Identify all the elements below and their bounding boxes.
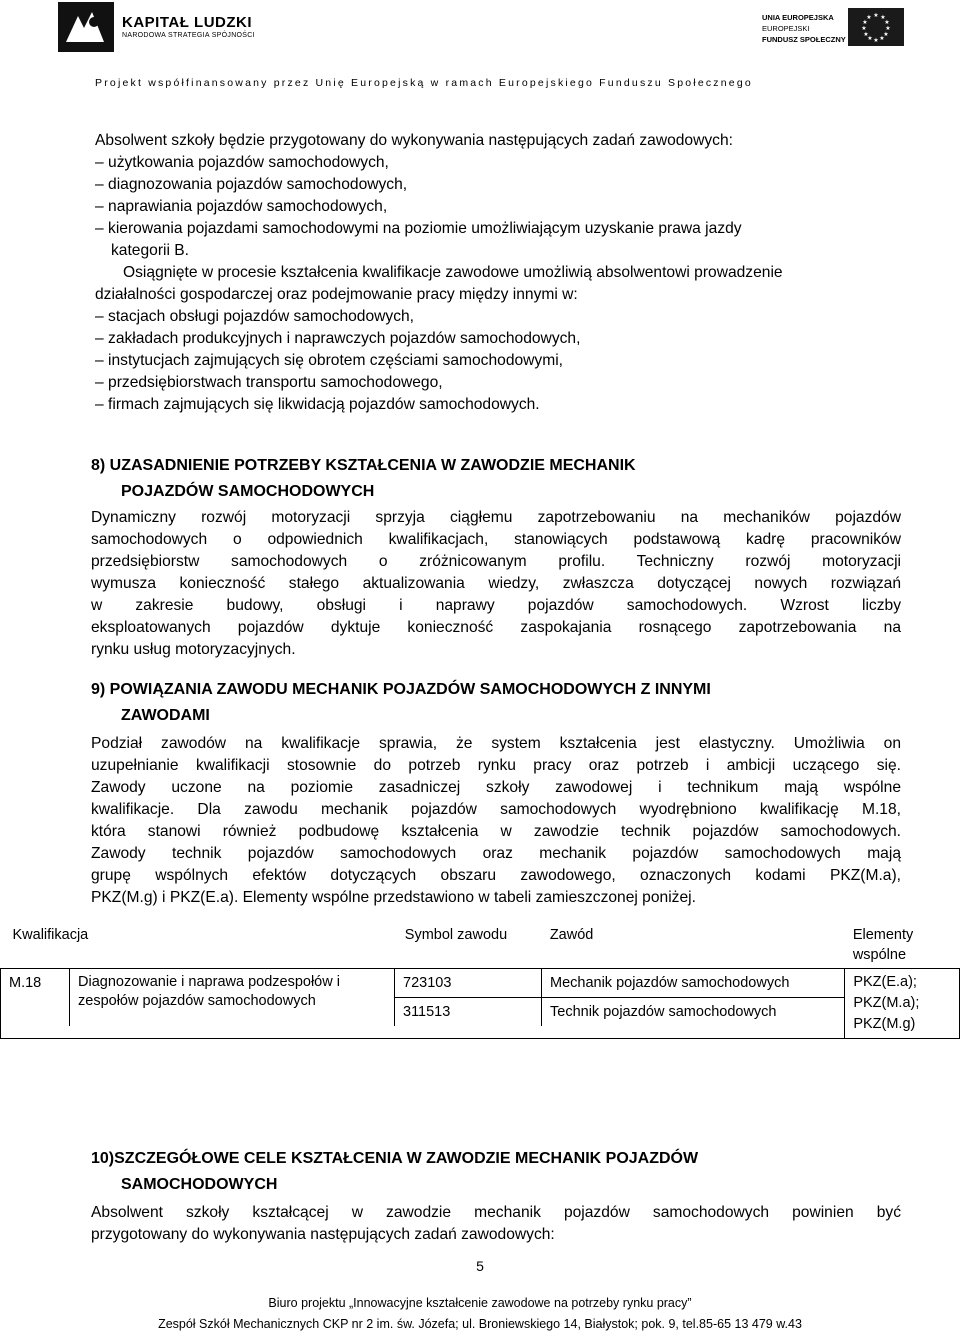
dash: – xyxy=(95,220,104,237)
paragraph-line: przedsiębiorstw samochodowych o zróżnicowanym profilu. Techniczny rozwój motoryzacji xyxy=(91,553,901,570)
eu-logo-line3: FUNDUSZ SPOŁECZNY xyxy=(762,35,846,44)
place-text: instytucjach zajmujących się obrotem częściami samochodowymi, xyxy=(108,352,564,369)
section-8-title: 8) UZASADNIENIE POTRZEBY KSZTAŁCENIA W ZAWODZIE MECHANIK xyxy=(91,457,636,474)
place-text: stacjach obsługi pojazdów samochodowych, xyxy=(108,308,415,325)
task-continuation: kategorii B. xyxy=(111,242,190,259)
section-9-title: 9) POWIĄZANIA ZAWODU MECHANIK POJAZDÓW SAMOCHODOWYCH Z INNYMI xyxy=(91,681,711,698)
svg-text:★: ★ xyxy=(866,14,872,21)
common-element: PKZ(M.a); xyxy=(853,995,920,1011)
list-item xyxy=(95,306,414,328)
table-body-cell xyxy=(1,969,845,1039)
dash: – xyxy=(95,374,104,391)
list-item xyxy=(95,394,540,416)
svg-text:★: ★ xyxy=(867,35,873,42)
table-row xyxy=(395,969,844,998)
profession-cell: Technik pojazdów samochodowych xyxy=(550,1004,777,1020)
common-element: PKZ(E.a); xyxy=(853,974,917,990)
paragraph-line: Absolwent szkoły kształcącej w zawodzie mechanik pojazdów samochodowych powinien być xyxy=(91,1204,901,1221)
paragraph-line: rynku usług motoryzacyjnych. xyxy=(91,641,296,658)
paragraph-line: przygotowany do wykonywania następujących zadań zawodowych: xyxy=(91,1226,555,1243)
table-header-cell: Elementy wspólne xyxy=(852,927,914,963)
paragraph-line: uzupełnianie kwalifikacji stosownie do potrzeb rynku pracy oraz potrzeb i ambicji uczącego się. xyxy=(91,757,901,774)
list-item xyxy=(95,328,580,350)
svg-text:★: ★ xyxy=(873,12,879,19)
svg-text:★: ★ xyxy=(879,35,885,42)
paragraph-line: Podział zawodów na kwalifikacje sprawia, że system kształcenia jest elastyczny. Umożliwia on xyxy=(91,735,901,752)
section-9-title-cont: ZAWODAMI xyxy=(121,707,210,724)
list-item xyxy=(95,372,443,394)
table-header-cell: Symbol zawodu xyxy=(404,927,508,943)
qual-name: Diagnozowanie i naprawa podzespołów i zespołów pojazdów samochodowych xyxy=(70,969,395,1026)
svg-text:★: ★ xyxy=(862,19,868,26)
paragraph-line: Zawody uczone na poziomie zasadniczej szkoły zawodowej i technikum mają wspólne xyxy=(91,779,901,796)
footer-project-office: Biuro projektu „Innowacyjne kształcenie zawodowe na potrzeby rynku pracy” xyxy=(268,1296,692,1310)
table-header-row xyxy=(1,922,960,969)
paragraph-line: kwalifikacje. Dla zawodu mechanik pojazdów samochodowych wyodrębniono kwalifikację M.18, xyxy=(91,801,901,818)
logo-left-subtitle: NARODOWA STRATEGIA SPÓJNOŚCI xyxy=(122,32,255,39)
qualifications-table xyxy=(0,922,960,1039)
section-10-title-cont: SAMOCHODOWYCH xyxy=(121,1176,278,1193)
project-cofinancing-line: Projekt współfinansowany przez Unię Europejską w ramach Europejskiego Funduszu Społecznego xyxy=(95,77,753,89)
profession-cell: Mechanik pojazdów samochodowych xyxy=(550,975,790,991)
place-text: firmach zajmujących się likwidacją pojazdów samochodowych. xyxy=(108,396,540,413)
paragraph-line: PKZ(M.g) i PKZ(E.a). Elementy wspólne przedstawiono w tabeli zamieszczonej poniżej. xyxy=(91,889,696,906)
paragraph-line: w zakresie budowy, obsługi i naprawy pojazdów samochodowych. Wzrost liczby xyxy=(91,597,901,614)
page-number: 5 xyxy=(476,1258,484,1274)
symbol-cell: 723103 xyxy=(395,969,542,997)
task-text: kierowania pojazdami samochodowymi na poziomie umożliwiającym uzyskanie prawa jazdy xyxy=(108,220,742,237)
dash: – xyxy=(95,198,104,215)
paragraph-line: eksploatowanych pojazdów dyktuje konieczność zaspokajania rosnącego zapotrzebowania na xyxy=(91,619,901,636)
paragraph-line: Dynamiczny rozwój motoryzacji sprzyja ciągłemu zapotrzebowaniu na mechaników pojazdów xyxy=(91,509,901,526)
logo-left-title: KAPITAŁ LUDZKI xyxy=(122,14,253,31)
svg-text:★: ★ xyxy=(863,31,869,38)
svg-text:★: ★ xyxy=(884,19,890,26)
qualifications-text-line1 xyxy=(95,262,783,284)
eu-logo-line2: EUROPEJSKI xyxy=(762,24,810,33)
common-elements-cell xyxy=(845,969,960,1039)
list-item xyxy=(95,350,563,372)
section-8-title-cont: POJAZDÓW SAMOCHODOWYCH xyxy=(121,483,375,500)
svg-text:★: ★ xyxy=(883,31,889,38)
eu-logo-line1: UNIA EUROPEJSKA xyxy=(762,13,834,22)
qualifications-text-line2: działalności gospodarczej oraz podejmowanie pracy między innymi w: xyxy=(95,286,578,303)
section-10-paragraph xyxy=(91,1202,901,1246)
qual-code: M.18 xyxy=(1,969,70,1026)
list-item xyxy=(95,196,387,218)
section-8-paragraph xyxy=(91,507,901,661)
paragraph-line: grupę wspólnych efektów dotyczących obszaru zawodowego, oznaczonych kodami PKZ(M.a), xyxy=(91,867,901,884)
list-item xyxy=(95,152,389,174)
task-text: użytkowania pojazdów samochodowych, xyxy=(108,154,389,171)
eu-logo-text xyxy=(762,12,846,45)
place-text: przedsiębiorstwach transportu samochodowego, xyxy=(108,374,443,391)
table-header-cell: Zawód xyxy=(549,927,594,943)
place-text: zakładach produkcyjnych i naprawczych pojazdów samochodowych, xyxy=(108,330,581,347)
task-text: diagnozowania pojazdów samochodowych, xyxy=(108,176,408,193)
intro-lead: Absolwent szkoły będzie przygotowany do wykonywania następujących zadań zawodowych: xyxy=(95,132,733,149)
list-item xyxy=(95,218,742,240)
eu-flag-icon xyxy=(848,8,904,46)
dash: – xyxy=(95,396,104,413)
svg-text:★: ★ xyxy=(880,14,886,21)
common-element: PKZ(M.g) xyxy=(853,1016,916,1032)
dash: – xyxy=(95,330,104,347)
table-row xyxy=(395,998,844,1026)
dash: – xyxy=(95,308,104,325)
section-10-title: 10)SZCZEGÓŁOWE CELE KSZTAŁCENIA W ZAWODZIE MECHANIK POJAZDÓW xyxy=(91,1150,699,1167)
svg-text:★: ★ xyxy=(885,25,891,32)
paragraph-line: wymusza konieczność stałego aktualizowania wiedzy, zwłaszcza dotyczącej nowych rozwiązań xyxy=(91,575,901,592)
svg-text:★: ★ xyxy=(873,37,879,44)
svg-text:★: ★ xyxy=(861,25,867,32)
dash: – xyxy=(95,176,104,193)
dash: – xyxy=(95,352,104,369)
paragraph-line: samochodowych o odpowiednich kwalifikacjach, stanowiących podstawową kadrę pracowników xyxy=(91,531,901,548)
paragraph-line: Zawody technik pojazdów samochodowych oraz mechanik pojazdów samochodowych mają xyxy=(91,845,901,862)
dash: – xyxy=(95,154,104,171)
table-row xyxy=(1,969,960,1039)
kapital-ludzki-logo-icon xyxy=(58,2,114,52)
symbol-cell: 311513 xyxy=(395,998,542,1026)
task-text: naprawiania pojazdów samochodowych, xyxy=(108,198,388,215)
paragraph-line: która stanowi również podbudowę kształcenia w zawodzie technik pojazdów samochodowych. xyxy=(91,823,901,840)
list-item xyxy=(95,174,407,196)
table-header-cell: Kwalifikacja xyxy=(12,927,89,943)
footer-address: Zespół Szkół Mechanicznych CKP nr 2 im. św. Józefa; ul. Broniewskiego 14, Białystok; pok. 9, tel.85-65 13 479 w.43 xyxy=(158,1317,802,1331)
section-9-paragraph xyxy=(91,733,901,909)
qualifications-text: Osiągnięte w procesie kształcenia kwalifikacje zawodowe umożliwią absolwentowi prowadzenie xyxy=(123,264,783,281)
